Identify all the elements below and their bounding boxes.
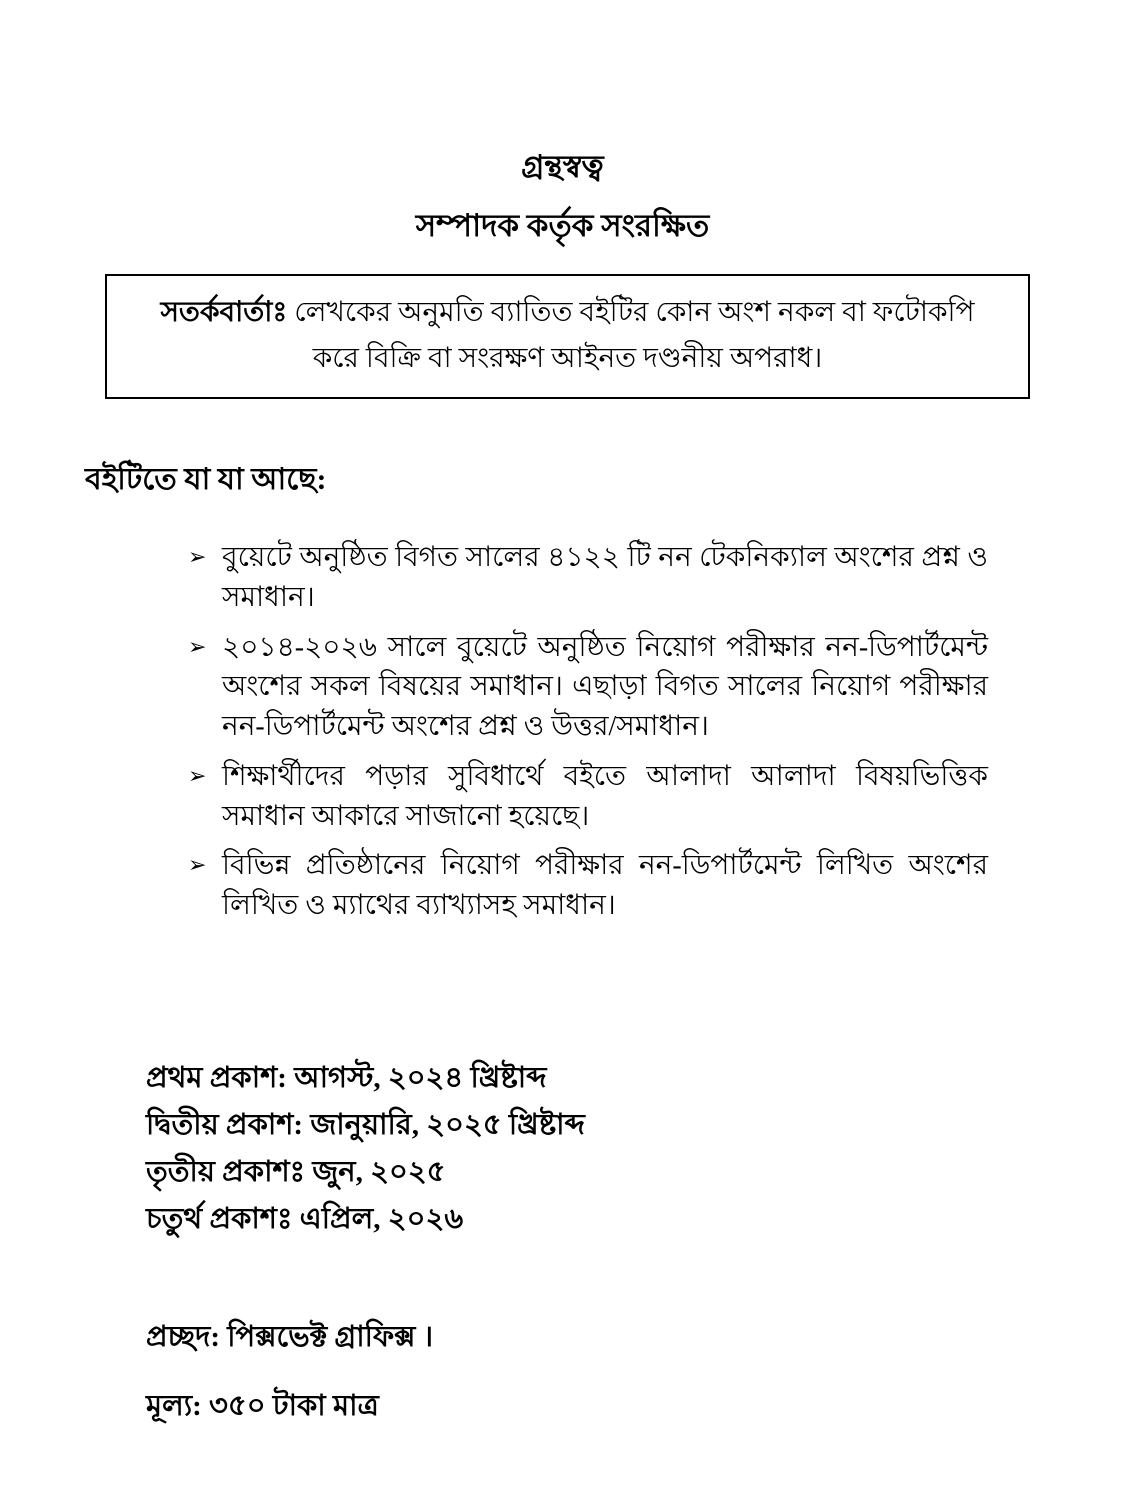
list-item xyxy=(188,628,988,747)
cover-credit-line: প্রচ্ছদ: পিক্সভেক্ট গ্রাফিক্স । xyxy=(146,1320,434,1353)
list-item-text: ২০১৪-২০২৬ সালে বুয়েটে অনুষ্ঠিত নিয়োগ পরীক্ষার নন-ডিপার্টমেন্ট অংশের সকল বিষয়ের সমাধান। এছাড়া বিগত সালের নিয়োগ পরীক্ষার নন-ডিপার্টমেন্ট অংশের প্রশ্ন ও উত্তর/সমাধান। xyxy=(222,631,988,743)
list-item xyxy=(188,538,988,618)
list-item xyxy=(188,846,988,926)
list-item-text: বুয়েটে অনুষ্ঠিত বিগত সালের ৪১২২ টি নন টেকনিক্যাল অংশের প্রশ্ন ও সমাধান। xyxy=(222,542,988,613)
contents-heading: বইটিতে যা যা আছে: xyxy=(85,463,327,497)
publication-line-third: তৃতীয় প্রকাশঃ জুন, ২০২৫ xyxy=(146,1155,446,1188)
publication-line-fourth: চতুর্থ প্রকাশঃ এপ্রিল, ২০২৬ xyxy=(146,1202,464,1235)
publication-line-second: দ্বিতীয় প্রকাশ: জানুয়ারি, ২০২৫ খ্রিষ্টাব্দ xyxy=(146,1108,585,1141)
list-item-text: বিভিন্ন প্রতিষ্ঠানের নিয়োগ পরীক্ষার নন-ডিপার্টমেন্ট লিখিত অংশের লিখিত ও ম্যাথের ব্যাখ্যাসহ সমাধান। xyxy=(222,850,988,922)
title-block xyxy=(0,0,1125,244)
list-item-text: শিক্ষার্থীদের পড়ার সুবিধার্থে বইতে আলাদা আলাদা বিষয়ভিত্তিক সমাধান আকারে সাজানো হয়েছে। xyxy=(222,760,988,832)
warning-text: লেখকের অনুমতি ব্যাতিত বইটির কোন অংশ নকল বা ফটোকপি করে বিক্রি বা সংরক্ষণ আইনত দণ্ডনীয় অপরাধ। xyxy=(287,297,975,374)
publication-block xyxy=(146,1056,1125,1242)
list-item xyxy=(188,757,988,837)
warning-box xyxy=(105,274,1030,399)
price-line: মূল্য: ৩৫০ টাকা মাত্র xyxy=(146,1389,379,1422)
publication-line-first: প্রথম প্রকাশ: আগস্ট, ২০২৪ খ্রিষ্টাব্দ xyxy=(146,1061,547,1094)
arrow-bullet-icon: ➢ xyxy=(188,545,207,571)
warning-label: সতর্কবার্তাঃ xyxy=(160,297,288,329)
page-subtitle: সম্পাদক কর্তৃক সংরক্ষিত xyxy=(415,208,710,244)
arrow-bullet-icon: ➢ xyxy=(188,853,207,879)
page-title: গ্রন্থস্বত্ব xyxy=(521,149,604,184)
contents-list xyxy=(188,538,988,926)
arrow-bullet-icon: ➢ xyxy=(188,634,207,660)
arrow-bullet-icon: ➢ xyxy=(188,763,207,789)
